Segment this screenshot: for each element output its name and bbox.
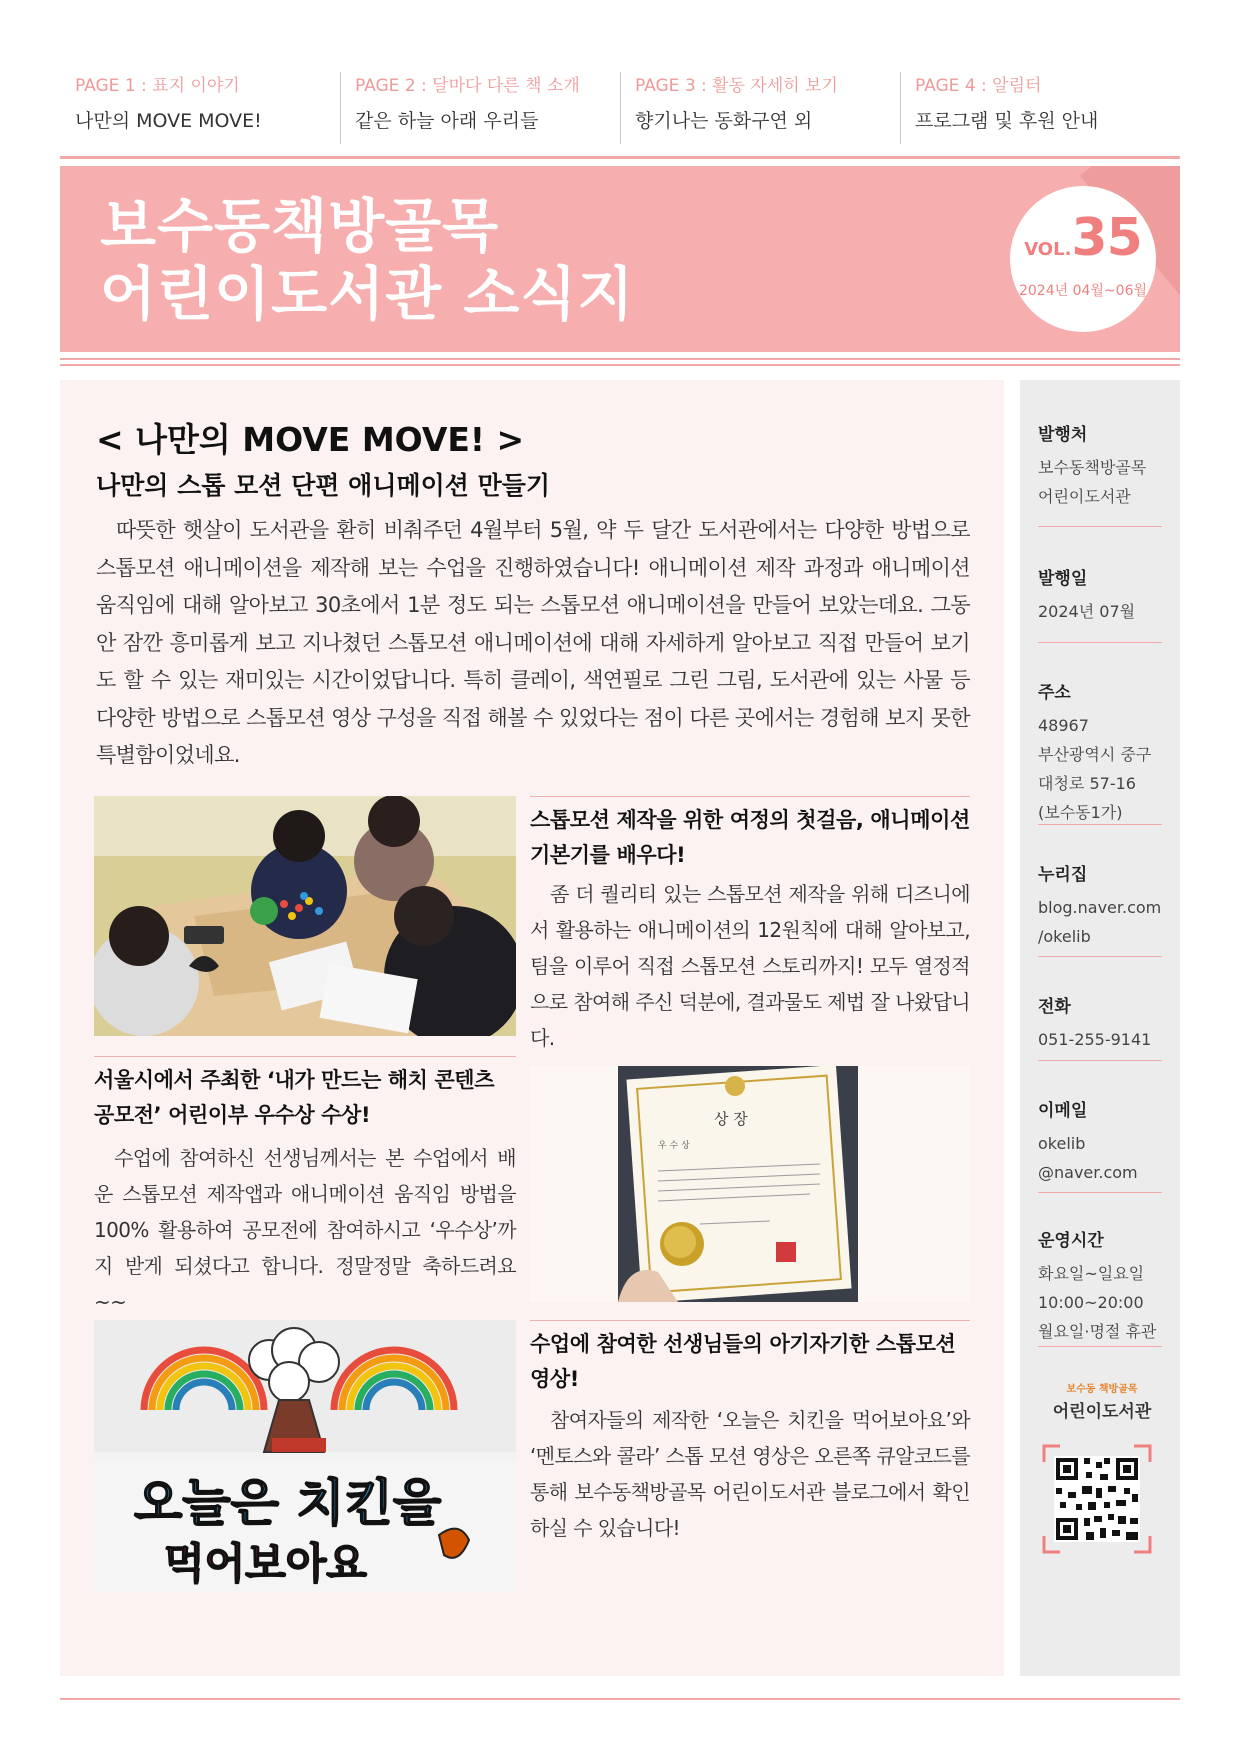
article-headline: < 나만의 MOVE MOVE! > <box>96 420 525 459</box>
library-logo-small-text: 보수동 책방골목 <box>1066 1384 1138 1395</box>
sidebar-divider <box>1038 956 1162 957</box>
library-logo-main-text: 어린이도서관 <box>1052 1402 1152 1422</box>
sidebar-divider <box>1038 642 1162 643</box>
masthead-bottom-rule <box>60 358 1180 360</box>
address-label: 주소 <box>1038 683 1071 703</box>
website-label: 누리집 <box>1038 865 1088 885</box>
qr-code-icon <box>1042 1444 1152 1554</box>
opening-hours-label: 운영시간 <box>1038 1231 1104 1251</box>
email-value[interactable]: okelib @naver.com <box>1038 1134 1138 1182</box>
address-info <box>1038 678 1168 827</box>
nav-page-label: PAGE 4 : 알림터 <box>915 76 1042 96</box>
issue-date-info <box>1038 564 1168 626</box>
stop-motion-drawing-photo <box>94 1320 516 1592</box>
newsletter-title <box>100 192 634 328</box>
nav-page-title: 프로그램 및 후원 안내 <box>915 110 1099 132</box>
masthead-banner <box>60 166 1180 352</box>
nav-page-title: 같은 하늘 아래 우리들 <box>355 110 539 132</box>
sidebar-divider <box>1038 526 1162 527</box>
newsletter-title-line-2: 어린이도서관 소식지 <box>100 260 635 328</box>
phone-value: 051-255-9141 <box>1038 1030 1152 1049</box>
address-value: 48967 부산광역시 중구 대청로 57-16 (보수동1가) <box>1038 716 1152 822</box>
certificate-award: 우 수 상 <box>658 1141 690 1151</box>
website-value[interactable]: blog.naver.com /okelib <box>1038 898 1162 946</box>
nav-item-page-2[interactable] <box>340 72 620 144</box>
volume-badge <box>1010 186 1156 332</box>
issue-date-value: 2024년 07월 <box>1038 602 1136 621</box>
nav-page-label: PAGE 2 : 달마다 다른 책 소개 <box>355 76 580 96</box>
section-1-body: 좀 더 퀄리티 있는 스톱모션 제작을 위해 디즈니에서 활용하는 애니메이션의 12원칙에 대해 알아보고, 팀을 이루어 직접 스톱모션 스토리까지! 모두 열정적으로 참여해 주신 덕분에, 결과물도 제법 잘 나왔답니다. <box>530 882 970 1050</box>
phone-label: 전화 <box>1038 997 1071 1017</box>
masthead-top-rule <box>60 156 1180 159</box>
chicken-drawing-illustration <box>94 1320 516 1592</box>
nav-item-page-3[interactable] <box>620 72 900 144</box>
sidebar-divider <box>1038 1192 1162 1193</box>
opening-hours-info <box>1038 1226 1168 1346</box>
sidebar-divider <box>1038 1346 1162 1347</box>
publication-info-sidebar <box>1020 380 1180 1676</box>
section-3-title: 수업에 참여한 선생님들의 아기자기한 스톱모션 영상! <box>530 1320 970 1397</box>
award-certificate-photo <box>530 1066 970 1302</box>
nav-page-label: PAGE 3 : 활동 자세히 보기 <box>635 76 838 96</box>
publisher-info <box>1038 420 1168 511</box>
issue-period: 2024년 04월~06월 <box>1018 283 1147 299</box>
certificate-heading: 상 장 <box>714 1110 748 1128</box>
sidebar-divider <box>1038 1060 1162 1061</box>
nav-page-title: 향기나는 동화구연 외 <box>635 110 813 132</box>
main-article <box>60 380 1004 1676</box>
sidebar-divider <box>1038 824 1162 825</box>
section-2-body: 수업에 참여하신 선생님께서는 본 수업에서 배운 스톱모션 제작앱과 애니메이션 움직임 방법을 100% 활용하여 공모전에 참여하시고 ‘우수상’까지 받게 되셨다고 합니다. 정말정말 축하드려요~~ <box>94 1146 516 1314</box>
nav-item-page-4[interactable] <box>900 72 1180 144</box>
class-activity-illustration <box>94 796 516 1036</box>
blog-qr-code[interactable] <box>1042 1444 1152 1554</box>
email-label: 이메일 <box>1038 1101 1088 1121</box>
publisher-label: 발행처 <box>1038 425 1088 445</box>
article-subhead: 나만의 스톱 모션 단편 애니메이션 만들기 <box>96 471 551 500</box>
website-info <box>1038 860 1168 951</box>
email-info <box>1038 1096 1168 1187</box>
nav-item-page-1[interactable] <box>60 72 340 144</box>
drawing-text-line-2: 먹어보아요 <box>164 1539 367 1588</box>
opening-hours-value: 화요일~일요일 10:00~20:00 월요일·명절 휴관 <box>1038 1264 1157 1341</box>
drawing-text-line-1: 오늘은 치킨을 <box>134 1474 442 1532</box>
nav-page-label: PAGE 1 : 표지 이야기 <box>75 76 240 96</box>
section-1-title: 스톱모션 제작을 위한 여정의 첫걸음, 애니메이션 기본기를 배우다! <box>530 796 970 873</box>
nav-page-title: 나만의 MOVE MOVE! <box>75 110 262 132</box>
masthead-bottom-rule-2 <box>60 364 1180 366</box>
section-3-body: 참여자들의 제작한 ‘오늘은 치킨을 먹어보아요’와 ‘멘토스와 콜라’ 스톱 모션 영상은 오른쪽 큐알코드를 통해 보수동책방골목 어린이도서관 블로그에서 확인하실 수 있습니다! <box>530 1408 970 1540</box>
newsletter-title-line-1: 보수동책방골목 <box>100 192 500 260</box>
volume-label: VOL. <box>1024 239 1072 260</box>
section-2-title: 서울시에서 주최한 ‘내가 만드는 해치 콘텐츠 공모전’ 어린이부 우수상 수상! <box>94 1056 516 1133</box>
page-bottom-rule <box>60 1698 1180 1700</box>
publisher-value: 보수동책방골목 어린이도서관 <box>1038 458 1147 506</box>
library-logo <box>1034 1380 1170 1422</box>
article-intro: 따뜻한 햇살이 도서관을 환히 비춰주던 4월부터 5월, 약 두 달간 도서관에서는 다양한 방법으로 스톱모션 애니메이션을 제작해 보는 수업을 진행하였습니다! 애니메이션 제작 과정과 애니메이션 움직임에 대해 알아보고 30초에서 1분 정도 되는 스톱모션 애니메이션을 만들어 보았는데요. 그동안 잠깐 흥미롭게 보고 지나쳤던 스톱모션 애니메이션에 대해 자세하게 알아보고 직접 만들어 보기도 할 수 있는 재미있는 시간이었답니다. 특히 클레이, 색연필로 그린 그림, 도서관에 있는 사물 등 다양한 방법으로 스톱모션 영상 구성을 직접 해볼 수 있었다는 점이 다른 곳에서는 경험해 보지 못한 특별함이었네요. <box>96 518 970 767</box>
page-index-nav <box>60 72 1180 144</box>
class-activity-photo <box>94 796 516 1036</box>
phone-info <box>1038 992 1168 1054</box>
issue-date-label: 발행일 <box>1038 569 1088 589</box>
certificate-illustration <box>530 1066 970 1302</box>
volume-number: 35 <box>1071 208 1142 268</box>
